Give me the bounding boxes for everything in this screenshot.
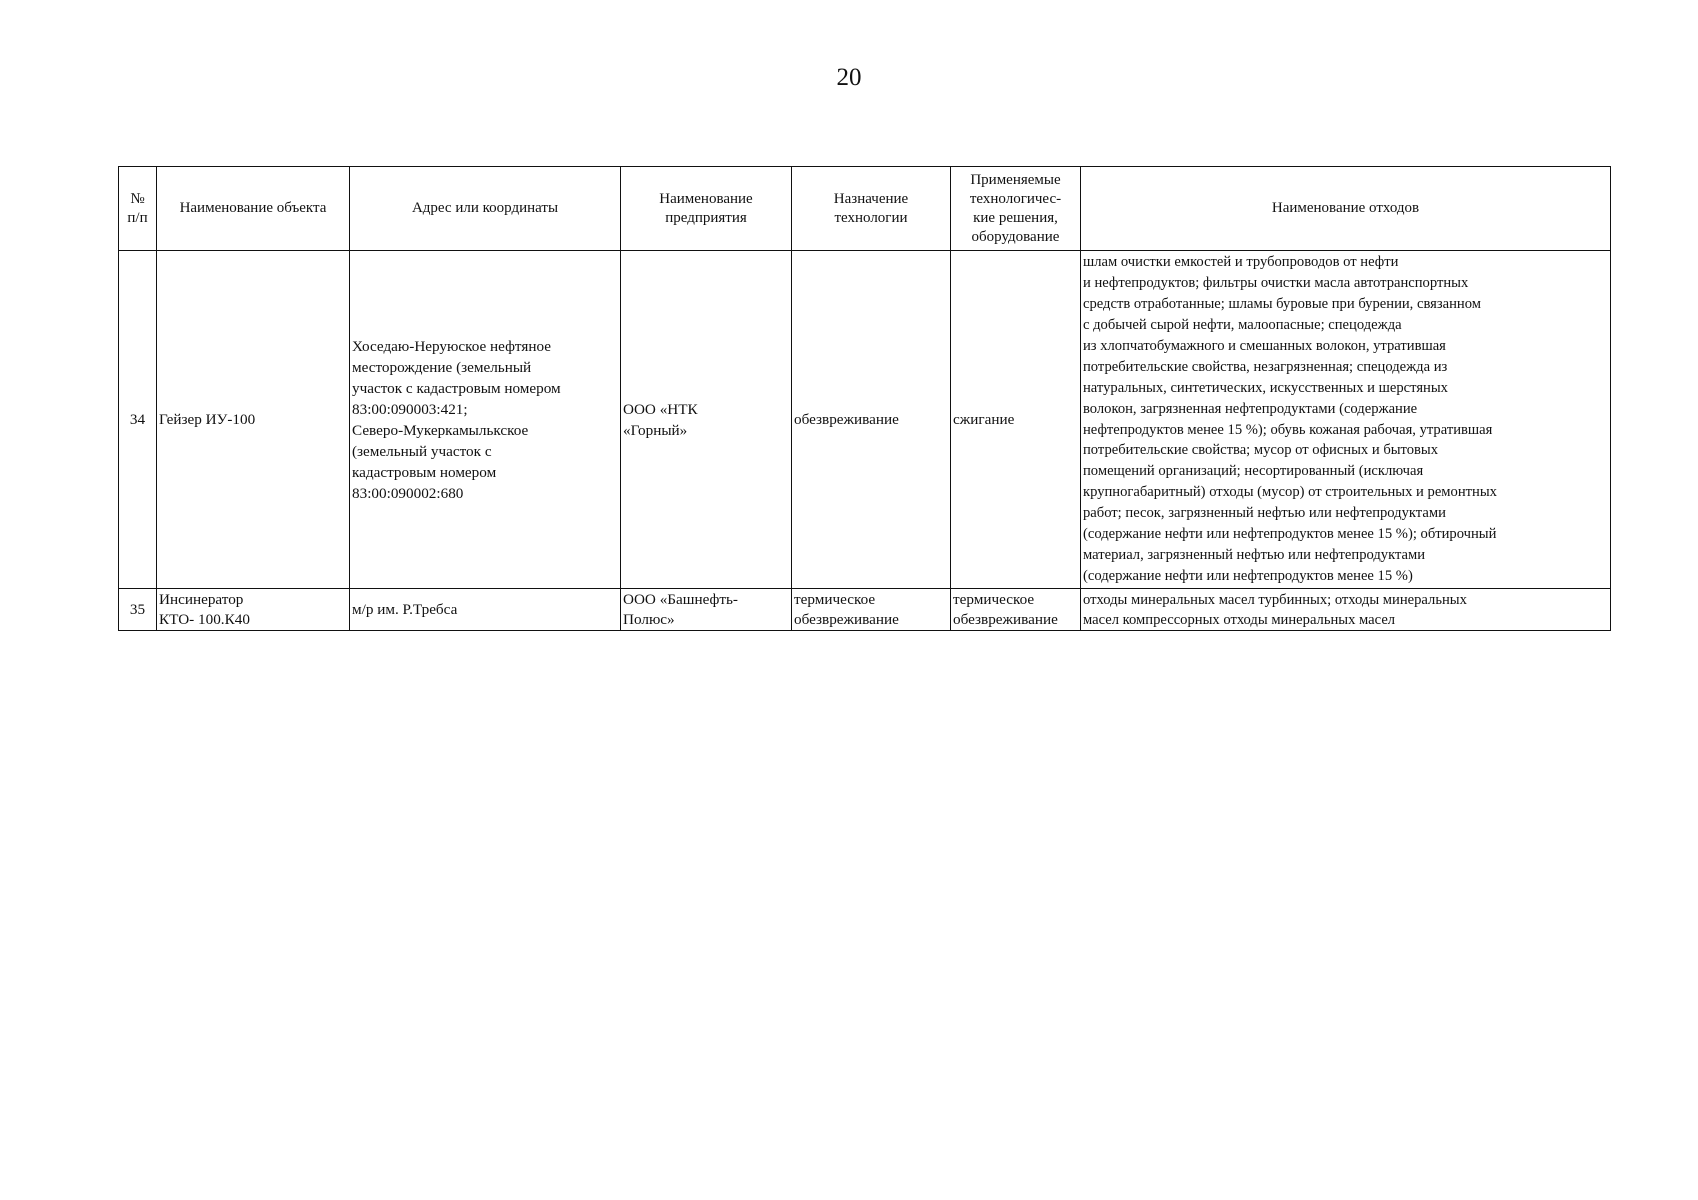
header-address: Адрес или координаты bbox=[350, 167, 621, 251]
solutions-cell: термическое обезвреживание bbox=[951, 589, 1081, 631]
header-enterprise: Наименование предприятия bbox=[621, 167, 792, 251]
header-solutions: Применяемые технологичес- кие решения, оборудование bbox=[951, 167, 1081, 251]
header-waste: Наименование отходов bbox=[1081, 167, 1611, 251]
purpose-cell: обезвреживание bbox=[792, 251, 951, 589]
header-purpose: Назначение технологии bbox=[792, 167, 951, 251]
table-row bbox=[119, 589, 1611, 631]
header-object: Наименование объекта bbox=[157, 167, 350, 251]
object-name: Гейзер ИУ-100 bbox=[157, 251, 350, 589]
row-number: 35 bbox=[119, 589, 157, 631]
purpose-cell: термическое обезвреживание bbox=[792, 589, 951, 631]
row-number: 34 bbox=[119, 251, 157, 589]
waste-cell: шлам очистки емкостей и трубопроводов от нефти и нефтепродуктов; фильтры очистки масла автотранспортных средств отработанные; шламы буровые при бурении, связанном с добычей сырой нефти, малоопасные; спецодежда из хлопчатобумажного и смешанных волокон, утратившая потребительские свойства, незагрязненная; спецодежда из натуральных, синтетических, искусственных и шерстяных волокон, загрязненная нефтепродуктами (содержание нефтепродуктов менее 15 %); обувь кожаная рабочая, утратившая потребительские свойства; мусор от офисных и бытовых помещений организаций; несортированный (исключая крупногабаритный) отходы (мусор) от строительных и ремонтных работ; песок, загрязненный нефтью или нефтепродуктами (содержание нефти или нефтепродуктов менее 15 %); обтирочный материал, загрязненный нефтью или нефтепродуктами (содержание нефти или нефтепродуктов менее 15 %) bbox=[1081, 251, 1611, 589]
waste-cell: отходы минеральных масел турбинных; отходы минеральных масел компрессорных отходы минеральных масел bbox=[1081, 589, 1611, 631]
header-row bbox=[119, 167, 1611, 251]
enterprise-cell: ООО «НТК «Горный» bbox=[621, 251, 792, 589]
object-name: Инсинератор КТО- 100.К40 bbox=[157, 589, 350, 631]
solutions-cell: сжигание bbox=[951, 251, 1081, 589]
address-cell: Хоседаю-Неруюское нефтяное месторождение (земельный участок с кадастровым номером 83:00:090003:421; Северо-Мукеркамылькское (земельный участок с кадастровым номером 83:00:090002:680 bbox=[350, 251, 621, 589]
enterprise-cell: ООО «Башнефть- Полюс» bbox=[621, 589, 792, 631]
table-row bbox=[119, 251, 1611, 589]
page-number: 20 bbox=[836, 64, 862, 91]
address-cell: м/р им. Р.Требса bbox=[350, 589, 621, 631]
header-num: № п/п bbox=[119, 167, 157, 251]
registry-table bbox=[118, 166, 1611, 631]
